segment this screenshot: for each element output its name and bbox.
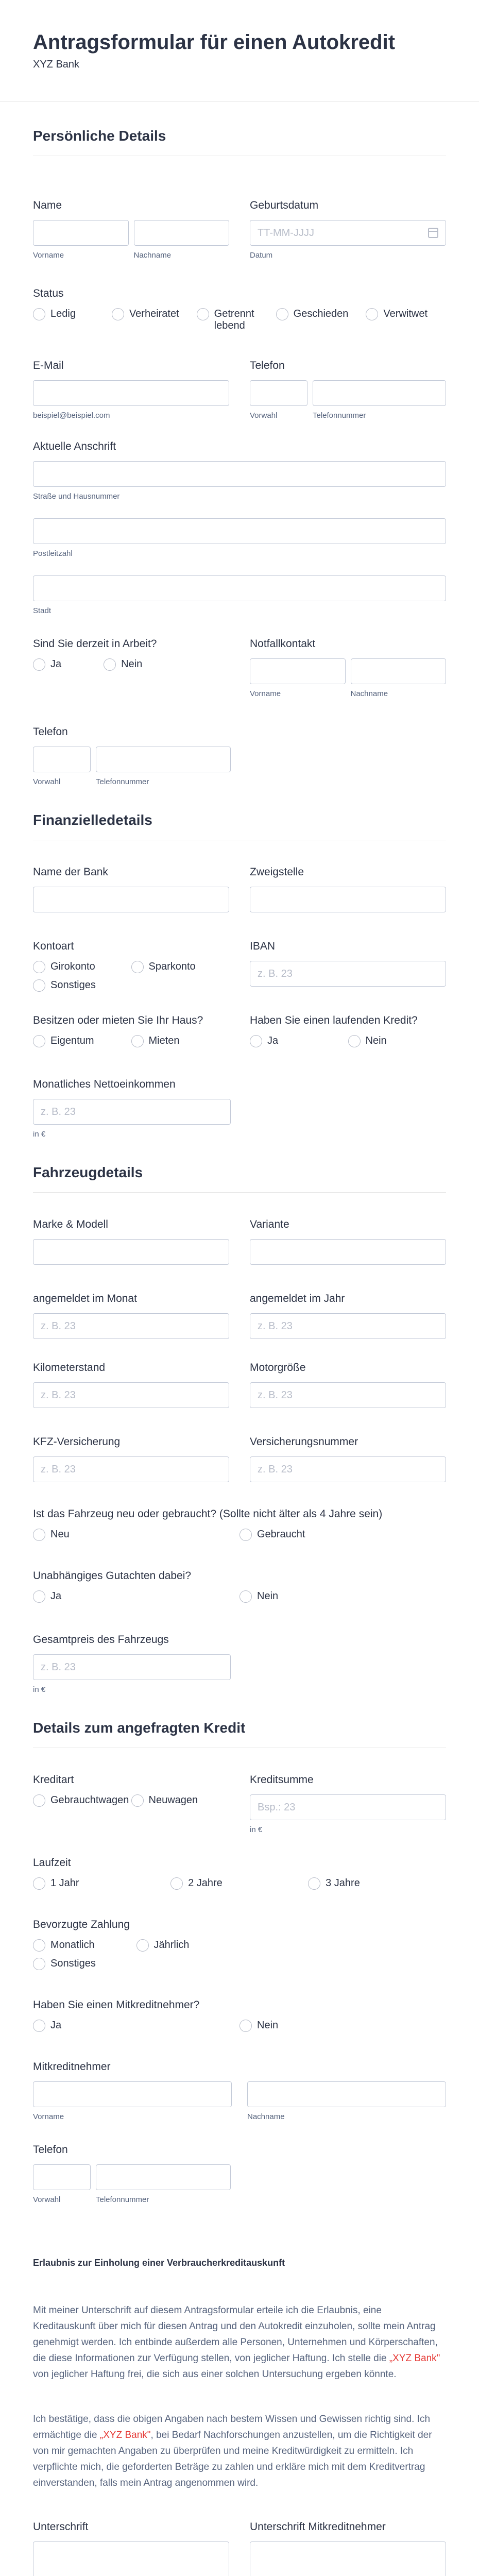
reg-year-field — [250, 1293, 446, 1339]
emergency-contact-field — [250, 638, 446, 698]
radio-circle-icon[interactable] — [33, 961, 45, 973]
emergency-last-name-input[interactable] — [351, 658, 447, 684]
radio-circle-icon[interactable] — [33, 1958, 45, 1970]
housing-option-rent[interactable] — [131, 1035, 230, 1047]
term-option-2[interactable] — [170, 1877, 308, 1890]
coborrower-area-sublabel: Vorwahl — [33, 2195, 61, 2204]
consent-text: Ich bestätige, dass die obigen Angaben nach bestem Wissen und Gewissen richtig sind. Ich ermächtige die — [33, 2414, 431, 2441]
reg-month-label: angemeldet im Monat — [33, 1293, 137, 1304]
first-name-sublabel: Vorname — [33, 251, 64, 260]
address-field — [33, 420, 446, 615]
section-title-personal: Persönliche Details — [33, 102, 446, 156]
loan-amount-label: Kreditsumme — [250, 1774, 314, 1786]
radio-circle-icon[interactable] — [136, 1939, 149, 1952]
reg-year-label: angemeldet im Jahr — [250, 1293, 345, 1304]
coborrower-first-name-input[interactable] — [33, 2081, 232, 2107]
payment-option-label: Sonstiges — [50, 1958, 96, 1969]
emergency-first-name-input[interactable] — [250, 658, 346, 684]
dob-sublabel: Datum — [250, 251, 273, 260]
zip-sublabel: Postleitzahl — [33, 549, 73, 558]
phone2-field — [33, 698, 446, 786]
insurance-label: KFZ-Versicherung — [33, 1436, 121, 1448]
coborrower-last-name-input[interactable] — [247, 2081, 446, 2107]
engine-label: Motorgröße — [250, 1362, 306, 1374]
coborrower-phone-input[interactable] — [96, 2164, 231, 2190]
section-vehicle — [0, 1139, 479, 1694]
loan-type-option-new[interactable] — [131, 1794, 230, 1807]
radio-circle-icon[interactable] — [366, 308, 378, 320]
section-title-vehicle: Fahrzeugdetails — [33, 1139, 446, 1193]
last-name-input[interactable] — [134, 220, 230, 246]
insurance-number-placeholder: z. B. 23 — [258, 1463, 293, 1475]
email-label: E-Mail — [33, 360, 64, 371]
make-model-field — [33, 1218, 229, 1265]
reg-year-placeholder: z. B. 23 — [258, 1320, 293, 1332]
radio-circle-icon[interactable] — [250, 1035, 262, 1047]
account-option-label: Sonstiges — [50, 979, 96, 991]
appraisal-option-no[interactable] — [239, 1590, 446, 1603]
status-option-married[interactable] — [112, 308, 179, 332]
reg-year-input[interactable] — [250, 1313, 446, 1339]
address-label: Aktuelle Anschrift — [33, 440, 116, 452]
variant-field — [250, 1218, 446, 1265]
iban-input[interactable] — [250, 961, 446, 987]
form-title: Antragsformular für einen Autokredit — [33, 31, 396, 54]
condition-option-label: Neu — [50, 1529, 70, 1540]
branch-input[interactable] — [250, 887, 446, 912]
area-code-input[interactable] — [250, 380, 307, 406]
branch-label: Zweigstelle — [250, 866, 304, 878]
dob-input[interactable] — [250, 220, 446, 246]
employed-option-no[interactable] — [104, 658, 142, 671]
reg-month-input[interactable] — [33, 1313, 229, 1339]
form-subtitle: XYZ Bank — [33, 59, 80, 70]
email-input[interactable] — [33, 380, 229, 406]
bank-name-label: Name der Bank — [33, 866, 108, 878]
credit-option-yes[interactable] — [250, 1035, 348, 1047]
radio-circle-icon[interactable] — [33, 2020, 45, 2032]
income-label: Monatliches Nettoeinkommen — [33, 1078, 176, 1090]
account-option-other[interactable] — [33, 979, 131, 992]
coborrower-phone-sublabel: Telefonnummer — [96, 2195, 149, 2204]
employed-option-yes[interactable] — [33, 658, 61, 671]
loan-type-label: Kreditart — [33, 1774, 74, 1786]
status-option-single[interactable] — [33, 308, 76, 332]
reg-month-placeholder: z. B. 23 — [41, 1320, 76, 1332]
phone-number-sublabel: Telefonnummer — [313, 411, 366, 420]
condition-option-used[interactable] — [239, 1529, 446, 1541]
account-option-label: Sparkonto — [148, 961, 196, 972]
consent-paragraph-2 — [33, 2411, 446, 2491]
co-signature-label: Unterschrift Mitkreditnehmer — [250, 2521, 386, 2533]
emergency-contact-label: Notfallkontakt — [250, 638, 316, 650]
radio-circle-icon[interactable] — [33, 1877, 45, 1890]
coborrower-first-sublabel: Vorname — [33, 2112, 64, 2121]
income-field — [33, 1047, 446, 1139]
co-signature-field — [250, 2521, 446, 2576]
housing-option-label: Mieten — [148, 1035, 180, 1046]
status-option-label: Geschieden — [293, 308, 349, 319]
housing-option-own[interactable] — [33, 1035, 131, 1047]
appraisal-option-yes[interactable] — [33, 1590, 239, 1603]
variant-label: Variante — [250, 1218, 289, 1230]
loan-amount-field — [250, 1774, 446, 1834]
email-sublabel: beispiel@beispiel.com — [33, 411, 110, 420]
status-option-divorced[interactable] — [276, 308, 349, 332]
credit-option-label: Nein — [365, 1035, 387, 1046]
payment-option-label: Jährlich — [153, 1939, 190, 1951]
radio-circle-icon[interactable] — [131, 1794, 144, 1807]
price-placeholder: z. B. 23 — [41, 1661, 76, 1673]
income-placeholder: z. B. 23 — [41, 1106, 76, 1117]
loan-type-option-used[interactable] — [33, 1794, 131, 1807]
housing-option-label: Eigentum — [50, 1035, 94, 1046]
status-option-label: Ledig — [50, 308, 76, 319]
term-label: Laufzeit — [33, 1857, 71, 1869]
term-field — [33, 1834, 446, 1890]
radio-circle-icon[interactable] — [33, 979, 45, 992]
status-option-label: Getrennt lebend — [214, 308, 254, 331]
status-option-label: Verwitwet — [383, 308, 428, 319]
email-field — [33, 360, 229, 420]
income-input[interactable] — [33, 1099, 231, 1125]
price-label: Gesamtpreis des Fahrzeugs — [33, 1634, 169, 1646]
appraisal-field — [33, 1541, 446, 1603]
employed-field — [33, 638, 229, 698]
loan-amount-sublabel: in € — [250, 1825, 263, 1834]
coborrower-field — [33, 2032, 446, 2121]
radio-circle-icon[interactable] — [239, 2020, 252, 2032]
loan-type-option-label: Neuwagen — [148, 1794, 198, 1806]
emergency-area-code-input[interactable] — [33, 747, 91, 772]
cosigner-option-label: Nein — [257, 2020, 279, 2031]
cosigner-option-yes[interactable] — [33, 2020, 239, 2032]
account-option-label: Girokonto — [50, 961, 95, 972]
street-input[interactable] — [33, 461, 446, 487]
status-label: Status — [33, 287, 64, 299]
first-name-input[interactable] — [33, 220, 129, 246]
city-sublabel: Stadt — [33, 606, 52, 615]
area-code-sublabel: Vorwahl — [250, 411, 278, 420]
payment-label: Bevorzugte Zahlung — [33, 1919, 130, 1930]
coborrower-label: Mitkreditnehmer — [33, 2061, 111, 2073]
loan-amount-input[interactable] — [250, 1794, 446, 1820]
radio-circle-icon[interactable] — [33, 308, 45, 320]
status-option-separated[interactable] — [197, 308, 259, 332]
signature-field — [33, 2521, 229, 2576]
insurance-field — [33, 1436, 229, 1482]
insurance-number-input[interactable] — [250, 1456, 446, 1482]
bank-name-highlight: „XYZ Bank" — [99, 2430, 151, 2441]
consent-text: , bei Bedarf Nachforschungen anzustellen, um die Richtigkeit der von mir gemachten Angaben zu überprüfen und meine Kreditwürdigkeit zu ermitteln. Ich verpflichte mich, die geforderten Beträge zu zahlen und erkläre mich mit dem Kreditvertrag einverstanden, falls mein Antrag angenommen wird. — [33, 2430, 432, 2488]
iban-field — [250, 940, 446, 992]
radio-circle-icon[interactable] — [104, 658, 116, 671]
housing-field — [33, 1014, 229, 1047]
section-financial — [0, 786, 479, 1139]
dob-label: Geburtsdatum — [250, 199, 319, 211]
condition-field — [33, 1482, 446, 1541]
engine-field — [250, 1362, 446, 1408]
employed-label: Sind Sie derzeit in Arbeit? — [33, 638, 157, 650]
radio-circle-icon[interactable] — [112, 308, 124, 320]
radio-circle-icon[interactable] — [197, 308, 209, 320]
mileage-placeholder: z. B. 23 — [41, 1389, 76, 1401]
mileage-label: Kilometerstand — [33, 1362, 106, 1374]
reg-month-field — [33, 1293, 229, 1339]
price-field — [33, 1603, 446, 1694]
radio-circle-icon[interactable] — [348, 1035, 361, 1047]
term-option-label: 3 Jahre — [326, 1877, 360, 1889]
cosigner-label: Haben Sie einen Mitkreditnehmer? — [33, 1999, 200, 2011]
radio-circle-icon[interactable] — [131, 961, 144, 973]
radio-circle-icon[interactable] — [33, 1035, 45, 1047]
condition-option-label: Gebraucht — [257, 1529, 305, 1540]
radio-circle-icon[interactable] — [239, 1529, 252, 1541]
income-sublabel: in € — [33, 1130, 46, 1139]
calendar-icon[interactable] — [428, 228, 438, 238]
phone-field — [250, 360, 446, 420]
make-model-input[interactable] — [33, 1239, 229, 1265]
dob-placeholder: TT-MM-JJJJ — [258, 227, 314, 239]
bank-name-field — [33, 866, 229, 912]
dob-field — [250, 199, 446, 260]
appraisal-option-label: Nein — [257, 1590, 279, 1602]
payment-option-monthly[interactable] — [33, 1939, 136, 1952]
form-header — [0, 0, 479, 102]
consent-paragraph-1 — [33, 2302, 446, 2382]
employed-option-label: Nein — [121, 658, 143, 670]
make-model-label: Marke & Modell — [33, 1218, 108, 1230]
insurance-number-field — [250, 1436, 446, 1482]
mileage-field — [33, 1362, 229, 1408]
phone-label: Telefon — [250, 360, 285, 371]
condition-option-new[interactable] — [33, 1529, 239, 1541]
price-input[interactable] — [33, 1654, 231, 1680]
radio-circle-icon[interactable] — [131, 1035, 144, 1047]
coborrower-area-code-input[interactable] — [33, 2164, 91, 2190]
payment-option-other[interactable] — [33, 1958, 136, 1970]
account-type-field — [33, 940, 229, 992]
payment-option-label: Monatlich — [50, 1939, 95, 1951]
radio-circle-icon[interactable] — [308, 1877, 320, 1890]
radio-circle-icon[interactable] — [276, 308, 288, 320]
cosigner-field — [33, 1970, 446, 2032]
employed-option-label: Ja — [50, 658, 62, 670]
credit-option-no[interactable] — [348, 1035, 447, 1047]
signature-label: Unterschrift — [33, 2521, 89, 2533]
term-option-label: 2 Jahre — [188, 1877, 223, 1889]
radio-circle-icon[interactable] — [33, 1590, 45, 1603]
last-name-sublabel: Nachname — [133, 251, 172, 260]
radio-circle-icon[interactable] — [33, 1529, 45, 1541]
loan-type-field — [33, 1774, 229, 1834]
term-option-3[interactable] — [308, 1877, 446, 1890]
zip-input[interactable] — [33, 518, 446, 544]
condition-label: Ist das Fahrzeug neu oder gebraucht? (Sollte nicht älter als 4 Jahre sein) — [33, 1508, 383, 1520]
cosigner-option-no[interactable] — [239, 2020, 446, 2032]
current-credit-label: Haben Sie einen laufenden Kredit? — [250, 1014, 418, 1026]
engine-placeholder: z. B. 23 — [258, 1389, 293, 1401]
section-personal — [0, 102, 479, 786]
signature-pad[interactable] — [33, 2541, 229, 2576]
credit-option-label: Ja — [267, 1035, 279, 1046]
phone-number-input[interactable] — [313, 380, 446, 406]
variant-input[interactable] — [250, 1239, 446, 1265]
radio-circle-icon[interactable] — [170, 1877, 183, 1890]
phone2-label: Telefon — [33, 726, 68, 738]
cosigner-option-label: Ja — [50, 2020, 62, 2031]
emergency-phone-input[interactable] — [96, 747, 231, 772]
mileage-input[interactable] — [33, 1382, 229, 1408]
consent-text: von jeglicher Haftung frei, die sich aus einer solchen Untersuchung ergeben könnte. — [33, 2369, 397, 2380]
loan-type-option-label: Gebrauchtwagen — [50, 1794, 129, 1806]
emergency-area-sublabel: Vorwahl — [33, 777, 61, 786]
coborrower-phone-field — [33, 2121, 446, 2204]
insurance-placeholder: z. B. 23 — [41, 1463, 76, 1475]
radio-circle-icon[interactable] — [33, 1939, 45, 1952]
radio-circle-icon[interactable] — [239, 1590, 252, 1603]
section-title-financial: Finanzielledetails — [33, 786, 446, 840]
co-signature-pad[interactable] — [250, 2541, 446, 2576]
status-option-label: Verheiratet — [129, 308, 179, 319]
bank-name-highlight: „XYZ Bank" — [389, 2353, 440, 2364]
housing-label: Besitzen oder mieten Sie Ihr Haus? — [33, 1014, 203, 1026]
coborrower-phone-label: Telefon — [33, 2144, 68, 2156]
price-sublabel: in € — [33, 1685, 46, 1694]
appraisal-label: Unabhängiges Gutachten dabei? — [33, 1570, 192, 1582]
coborrower-last-sublabel: Nachname — [247, 2112, 285, 2121]
consent-title: Erlaubnis zur Einholung einer Verbraucherkreditauskunft — [33, 2258, 285, 2268]
account-option-savings[interactable] — [131, 961, 230, 973]
emergency-first-sublabel: Vorname — [250, 689, 281, 698]
street-sublabel: Straße und Hausnummer — [33, 492, 120, 501]
branch-field — [250, 866, 446, 912]
name-label: Name — [33, 199, 62, 211]
appraisal-option-label: Ja — [50, 1590, 62, 1602]
emergency-last-sublabel: Nachname — [350, 689, 388, 698]
iban-label: IBAN — [250, 940, 276, 952]
section-title-loan: Details zum angefragten Kredit — [33, 1694, 446, 1748]
payment-field — [33, 1890, 446, 1970]
insurance-input[interactable] — [33, 1456, 229, 1482]
status-option-widowed[interactable] — [366, 308, 427, 332]
city-input[interactable] — [33, 575, 446, 601]
section-consent — [0, 2204, 479, 2576]
status-field — [33, 260, 446, 332]
payment-option-yearly[interactable] — [136, 1939, 240, 1952]
engine-input[interactable] — [250, 1382, 446, 1408]
section-loan — [0, 1694, 479, 2204]
emergency-phone-sublabel: Telefonnummer — [96, 777, 149, 786]
bank-name-input[interactable] — [33, 887, 229, 912]
consent-text: Mit meiner Unterschrift auf diesem Antragsformular erteile ich die Erlaubnis, eine Kreditauskunft über mich für diesen Antrag und den Autokredit einzuholen, sollte mein Antrag genehmigt werden. Ich entbinde außerdem alle Personen, Unternehmen und Körperschaften, die diese Informationen zur Verfügung stellen, von jeglicher Haftung. Ich stelle die — [33, 2305, 438, 2364]
term-option-label: 1 Jahr — [50, 1877, 79, 1889]
insurance-number-label: Versicherungsnummer — [250, 1436, 358, 1448]
radio-circle-icon[interactable] — [33, 1794, 45, 1807]
term-option-1[interactable] — [33, 1877, 170, 1890]
iban-placeholder: z. B. 23 — [258, 968, 293, 979]
account-type-label: Kontoart — [33, 940, 74, 952]
name-field — [33, 199, 229, 260]
loan-amount-placeholder: Bsp.: 23 — [258, 1801, 296, 1813]
current-credit-field — [250, 1014, 446, 1047]
radio-circle-icon[interactable] — [33, 658, 45, 671]
account-option-checking[interactable] — [33, 961, 131, 973]
